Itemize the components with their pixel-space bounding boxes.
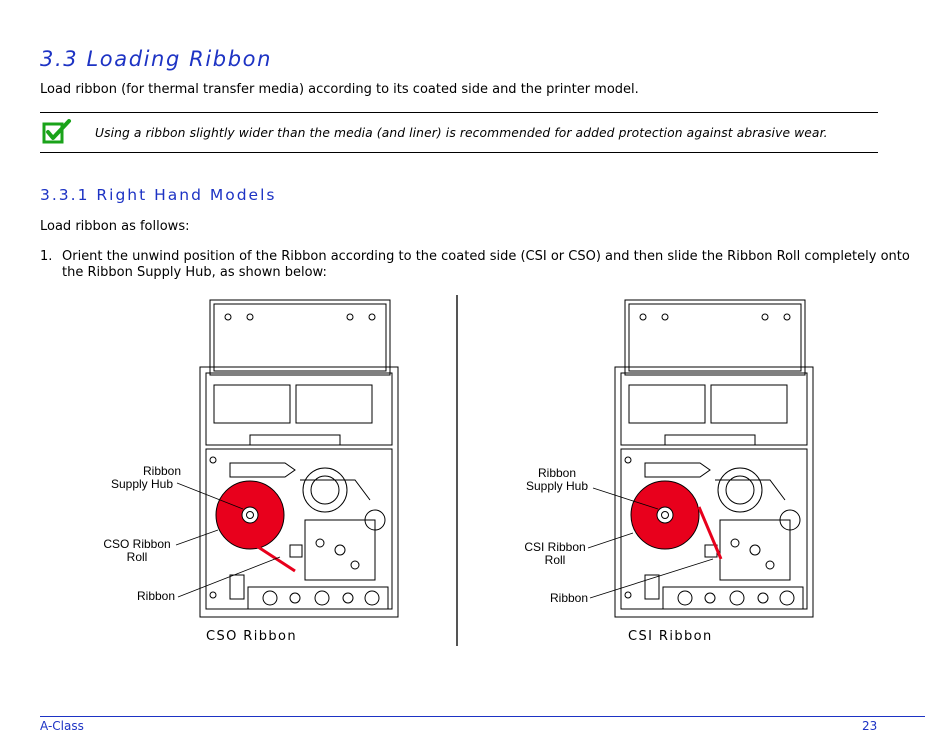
caption-csi-ribbon: CSI Ribbon xyxy=(628,629,713,644)
step-number: 1. xyxy=(40,249,53,264)
label-csi-ribbon-roll: CSI Ribbon xyxy=(524,540,586,554)
footer-product-name: A-Class xyxy=(40,719,84,733)
note-top-rule xyxy=(40,112,878,113)
note-text: Using a ribbon slightly wider than the media (and liner) is recommended for added protection against abrasive wear. xyxy=(95,126,828,140)
caption-cso-ribbon: CSO Ribbon xyxy=(206,629,298,644)
section-intro: Load ribbon (for thermal transfer media) according to its coated side and the printer model. xyxy=(40,82,639,97)
printer-cover xyxy=(625,300,805,375)
subsection-title: 3.3.1 Right Hand Models xyxy=(40,186,277,204)
label-ribbon-supply-hub: Ribbon xyxy=(142,464,182,478)
subsection-lead: Load ribbon as follows: xyxy=(40,219,190,234)
footer-rule xyxy=(40,716,925,717)
ribbon-strip xyxy=(255,545,295,571)
figure-divider xyxy=(456,295,458,646)
checkmark-box-icon xyxy=(42,119,72,146)
figure-label-line: Supply Hub xyxy=(525,479,589,493)
step-text: Orient the unwind position of the Ribbon according to the coated side (CSI or CSO) and then slide the Ribbon Roll completely onto the Ribbon Supply Hub, as shown below: xyxy=(62,249,910,280)
printer-cover xyxy=(210,300,390,375)
csi-printer-figure xyxy=(515,295,825,625)
label-ribbon: Ribbon xyxy=(549,591,589,605)
figure-label-line: Supply Hub xyxy=(110,477,174,491)
label-ribbon-supply-hub: Ribbon xyxy=(537,466,577,480)
note-bottom-rule xyxy=(40,152,878,153)
figure-label-line: Roll xyxy=(126,550,148,564)
section-title: 3.3 Loading Ribbon xyxy=(40,47,273,71)
cso-printer-figure xyxy=(100,295,410,625)
ribbon-strip xyxy=(699,507,721,559)
label-ribbon: Ribbon xyxy=(136,589,176,603)
label-cso-ribbon-roll: CSO Ribbon xyxy=(103,537,171,551)
figure-label-line: Roll xyxy=(544,553,566,567)
footer-page-number: 23 xyxy=(862,719,878,733)
